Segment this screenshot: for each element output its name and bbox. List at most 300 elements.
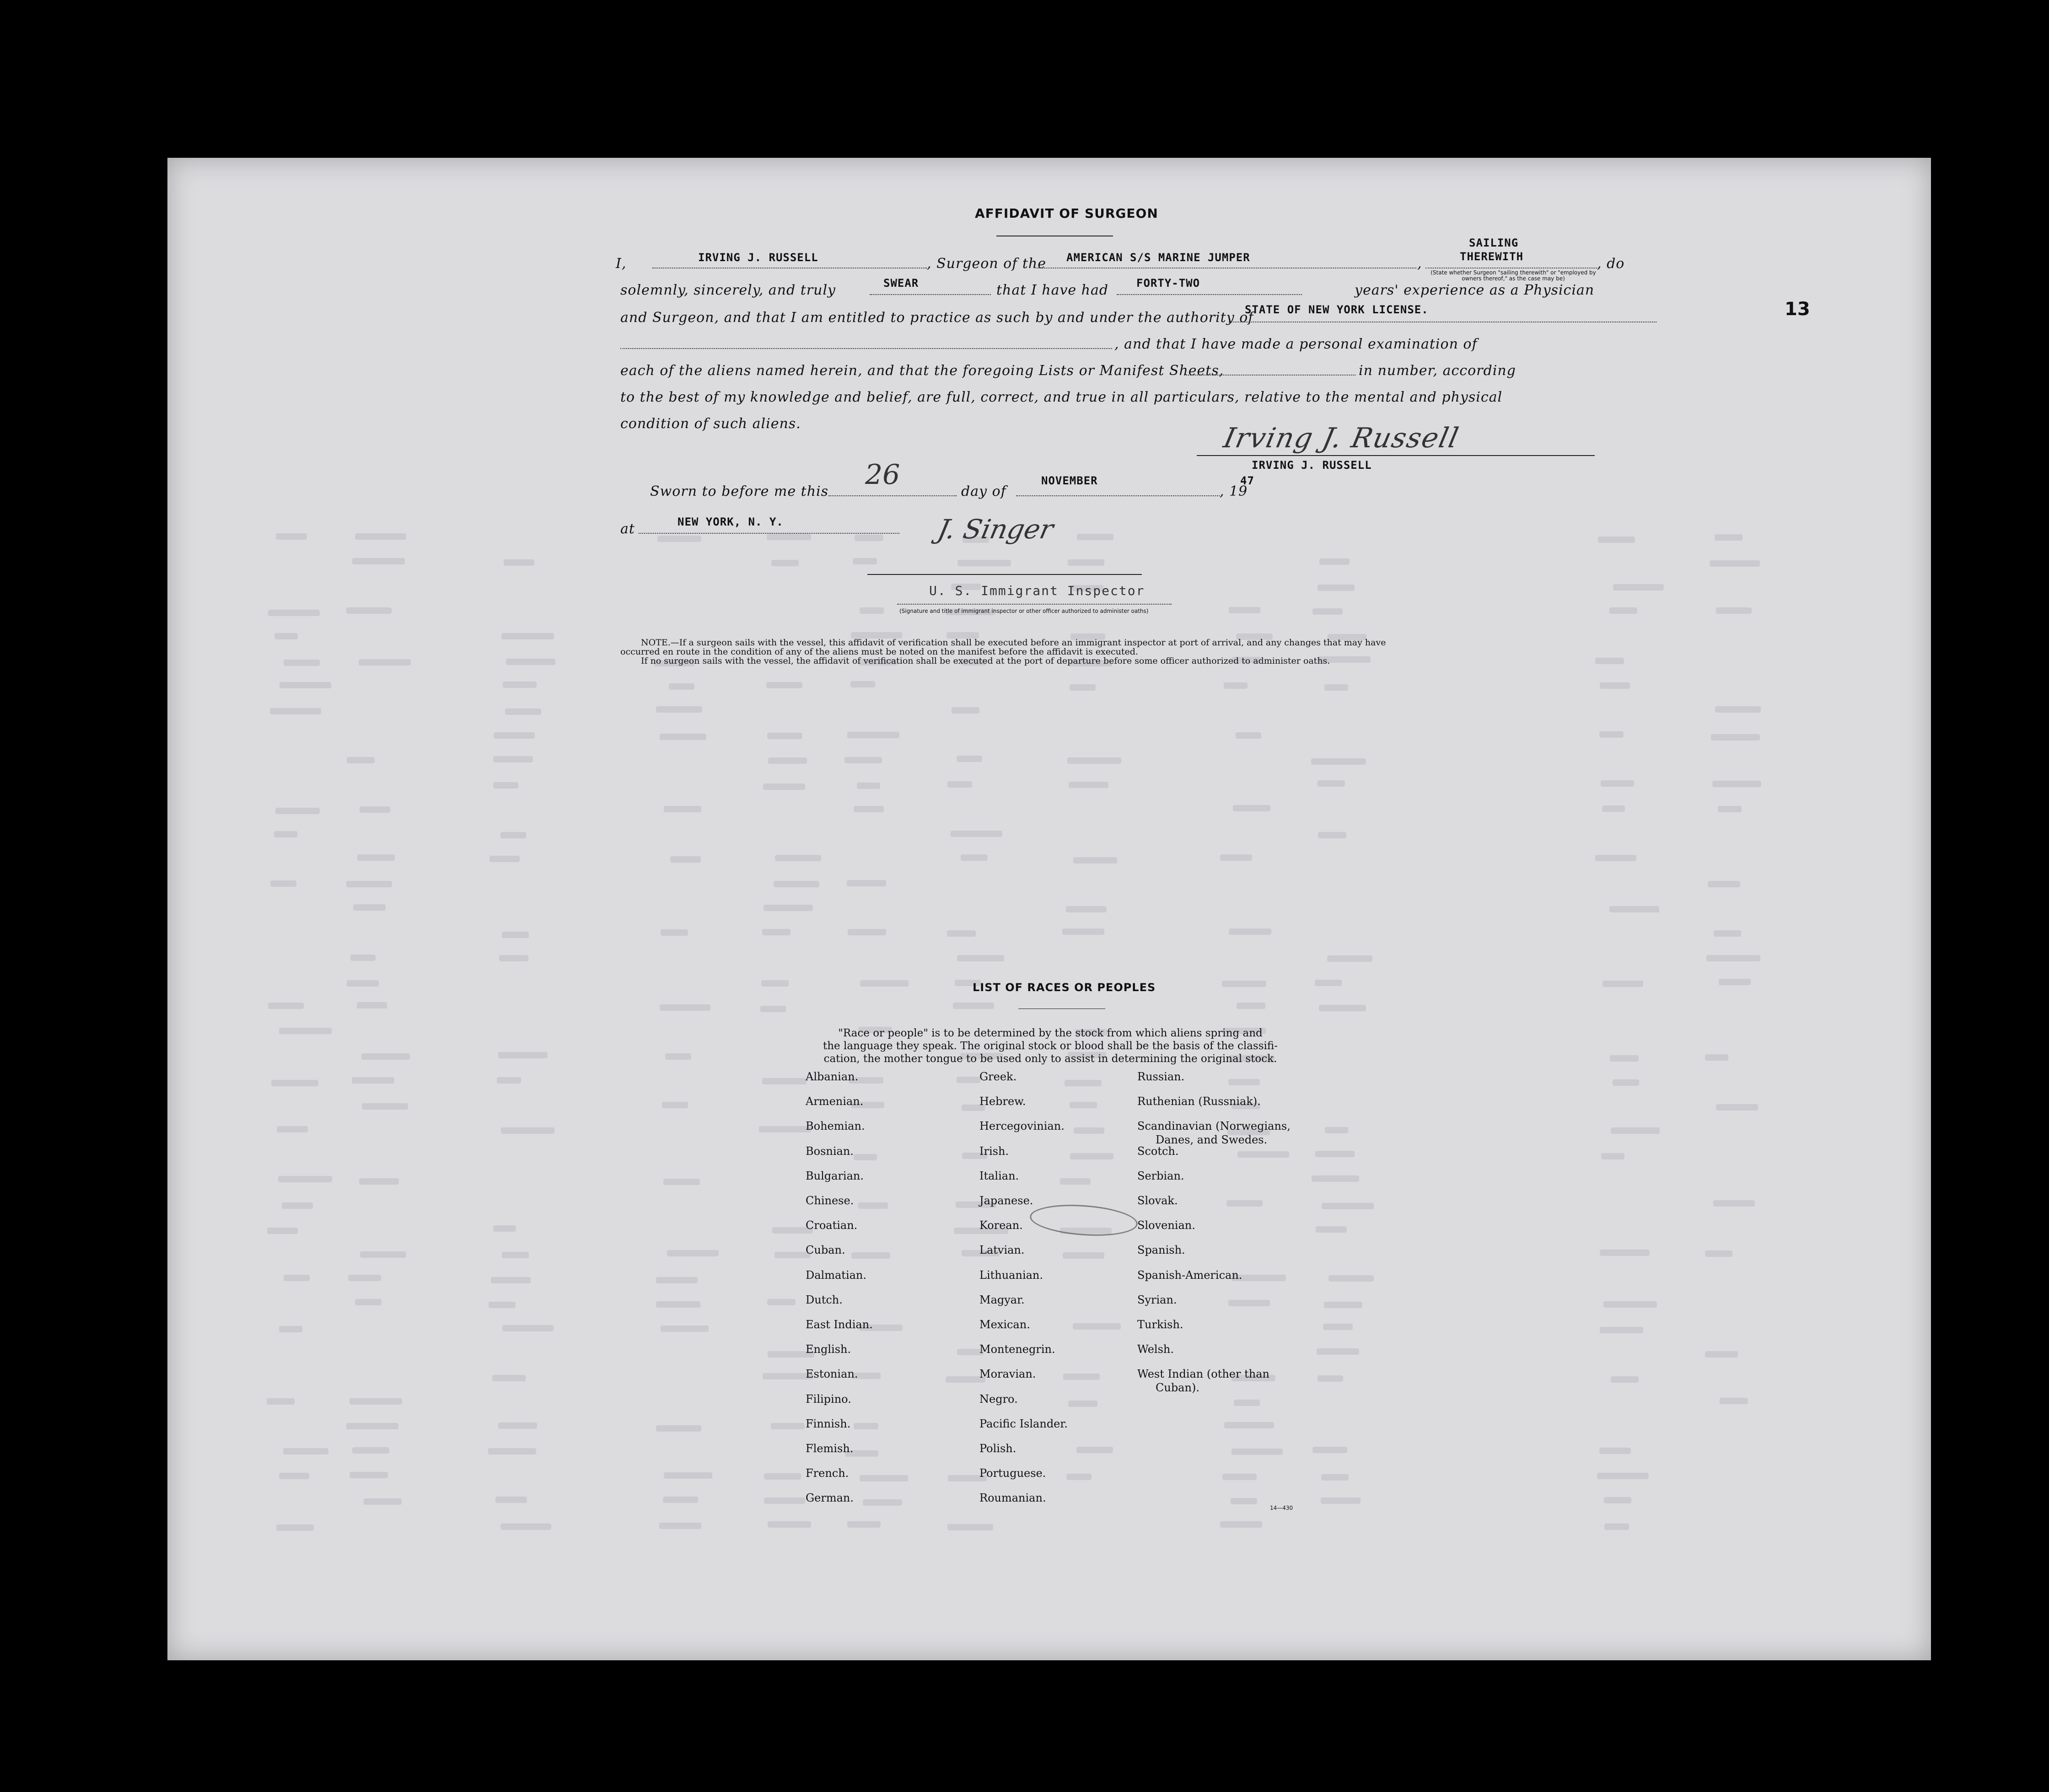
bleed-through-mark — [502, 932, 528, 938]
bleed-through-mark — [1603, 981, 1643, 987]
day-value: 26 — [865, 459, 900, 491]
bleed-through-mark — [505, 708, 541, 715]
bleed-through-mark — [1063, 1374, 1099, 1380]
bleed-through-mark — [352, 558, 405, 564]
bleed-through-mark — [279, 1326, 302, 1332]
bleed-through-mark — [1060, 1178, 1091, 1185]
bleed-through-mark — [1318, 832, 1346, 838]
bleed-through-mark — [1318, 1375, 1343, 1382]
bleed-through-mark — [355, 1299, 382, 1305]
bleed-through-mark — [854, 806, 884, 812]
race-entry: Lithuanian. — [979, 1268, 1043, 1282]
best-of-label: to the best of my knowledge and belief, are full, correct, and true in all particulars, relative to the mental and physical — [620, 389, 1503, 405]
bleed-through-mark — [1705, 1250, 1732, 1257]
race-entry: Spanish. — [1137, 1244, 1185, 1257]
bleed-through-mark — [1065, 1080, 1102, 1086]
surgeon-signature: Irving J. Russell — [1221, 422, 1462, 454]
race-entry: Bosnian. — [806, 1144, 854, 1158]
bleed-through-mark — [1233, 805, 1270, 811]
bleed-through-mark — [1073, 857, 1117, 864]
bleed-through-mark — [1232, 1449, 1283, 1455]
bleed-through-mark — [656, 1277, 698, 1283]
race-entry: Polish. — [979, 1442, 1016, 1455]
bleed-through-mark — [280, 682, 332, 688]
race-entry: Danes, and Swedes. — [1156, 1133, 1268, 1147]
race-entry: Scotch. — [1137, 1144, 1179, 1158]
sheets-count-field — [1184, 359, 1355, 376]
bleed-through-mark — [1708, 881, 1740, 887]
bleed-through-mark — [661, 929, 688, 936]
bleed-through-mark — [278, 1176, 333, 1182]
bleed-through-mark — [848, 929, 886, 935]
race-entry: West Indian (other than — [1137, 1368, 1269, 1381]
bleed-through-mark — [1595, 855, 1636, 861]
bleed-through-mark — [502, 1325, 554, 1331]
bleed-through-mark — [660, 734, 706, 740]
surgeon-typed-name: IRVING J. RUSSELL — [1252, 459, 1372, 472]
race-entry: Dutch. — [806, 1293, 843, 1306]
bleed-through-mark — [763, 783, 805, 790]
bleed-through-mark — [961, 854, 988, 861]
bleed-through-mark — [1067, 757, 1121, 764]
bleed-through-mark — [957, 955, 1004, 961]
day-of-label: day of — [961, 483, 1006, 499]
bleed-through-mark — [1601, 780, 1634, 787]
bleed-through-mark — [1220, 1521, 1262, 1528]
bleed-through-mark — [762, 1078, 807, 1084]
bleed-through-mark — [275, 808, 320, 814]
bleed-through-mark — [284, 660, 320, 666]
bleed-through-mark — [1237, 1003, 1265, 1009]
race-entry: English. — [806, 1343, 851, 1356]
bleed-through-mark — [503, 681, 537, 688]
solemnly-label: solemnly, sincerely, and truly — [620, 282, 836, 298]
bleed-through-mark — [847, 732, 900, 738]
race-entry: Bulgarian. — [806, 1169, 864, 1182]
bleed-through-mark — [764, 1473, 801, 1480]
race-entry: Cuban). — [1156, 1381, 1199, 1395]
bleed-through-mark — [767, 1299, 796, 1305]
page-number: 13 — [1785, 299, 1810, 320]
bleed-through-mark — [860, 980, 909, 987]
bleed-through-mark — [1222, 1474, 1257, 1480]
bleed-through-mark — [279, 1028, 332, 1034]
bleed-through-mark — [1719, 979, 1751, 985]
bleed-through-mark — [492, 1375, 525, 1381]
race-entry: Hebrew. — [979, 1095, 1026, 1108]
bleed-through-mark — [361, 1053, 410, 1060]
bleed-through-mark — [498, 1052, 548, 1058]
bleed-through-mark — [957, 1077, 980, 1083]
bleed-through-mark — [1599, 1448, 1630, 1454]
bleed-through-mark — [853, 558, 877, 564]
authority-label: and Surgeon, and that I am entitled to practice as such by and under the authority of — [620, 310, 1254, 326]
bleed-through-mark — [1318, 585, 1355, 591]
bleed-through-mark — [775, 855, 821, 861]
bleed-through-mark — [855, 535, 883, 541]
bleed-through-mark — [665, 1053, 691, 1060]
signature-rule — [1197, 455, 1595, 456]
race-entry: Italian. — [979, 1169, 1019, 1182]
bleed-through-mark — [506, 659, 555, 665]
bleed-through-mark — [353, 904, 386, 911]
bleed-through-mark — [656, 1301, 700, 1308]
note-line1: NOTE.—If a surgeon sails with the vessel, this affidavit of verification shall be executed before an immigrant inspector at port of arrival, and any changes that may have — [641, 638, 1386, 648]
surgeon-of-label: , Surgeon of the — [927, 256, 1046, 272]
bleed-through-mark — [858, 1202, 888, 1209]
bleed-through-mark — [501, 633, 554, 639]
race-entry: Magyar. — [979, 1293, 1025, 1306]
bleed-through-mark — [1062, 928, 1104, 935]
bleed-through-mark — [667, 1250, 719, 1256]
bleed-through-mark — [497, 1077, 521, 1084]
bleed-through-mark — [1070, 684, 1096, 691]
authority-continuation-field — [620, 333, 1112, 349]
bleed-through-mark — [657, 536, 701, 542]
bleed-through-mark — [1316, 1226, 1347, 1233]
note-line3: If no surgeon sails with the vessel, the affidavit of verification shall be executed at the port of departure before some officer authorized to administer oaths. — [641, 656, 1330, 666]
bleed-through-mark — [767, 733, 802, 739]
race-entry: Serbian. — [1137, 1169, 1184, 1182]
bleed-through-mark — [1234, 1400, 1260, 1406]
bleed-through-mark — [1229, 928, 1271, 935]
race-entry: Cuban. — [806, 1244, 845, 1257]
bleed-through-mark — [494, 732, 535, 739]
bleed-through-mark — [663, 1497, 698, 1503]
bleed-through-mark — [768, 1521, 811, 1528]
inspector-caption: (Signature and title of immigrant inspector or other officer authorized to administer oaths) — [899, 608, 1149, 614]
bleed-through-mark — [1322, 1203, 1373, 1209]
bleed-through-mark — [283, 1448, 328, 1454]
race-entry: Flemish. — [806, 1442, 854, 1455]
race-entry: Hercegovinian. — [979, 1120, 1065, 1133]
bleed-through-mark — [1229, 607, 1261, 613]
bleed-through-mark — [1066, 1474, 1092, 1480]
bleed-through-mark — [270, 880, 296, 887]
bleed-through-mark — [1609, 607, 1638, 614]
bleed-through-mark — [1613, 584, 1664, 590]
oath-value: SWEAR — [883, 277, 919, 290]
bleed-through-mark — [850, 681, 875, 687]
bleed-through-mark — [656, 706, 702, 713]
bleed-through-mark — [493, 1225, 516, 1232]
sworn-label: Sworn to before me this — [650, 483, 829, 499]
bleed-through-mark — [1318, 780, 1345, 787]
bleed-through-mark — [660, 1004, 710, 1011]
bleed-through-mark — [1220, 854, 1253, 861]
bleed-through-mark — [493, 756, 533, 762]
bleed-through-mark — [1610, 1055, 1638, 1062]
bleed-through-mark — [498, 1422, 537, 1429]
condition-label: condition of such aliens. — [620, 416, 801, 432]
bleed-through-mark — [851, 1252, 890, 1259]
bleed-through-mark — [1315, 1151, 1355, 1157]
race-entry: Finnish. — [806, 1417, 851, 1430]
bleed-through-mark — [1598, 537, 1635, 543]
bleed-through-mark — [767, 534, 811, 540]
bleed-through-mark — [357, 1002, 387, 1009]
bleed-through-mark — [1601, 1153, 1624, 1159]
bleed-through-mark — [860, 1475, 908, 1481]
bleed-through-mark — [1715, 534, 1742, 541]
bleed-through-mark — [1712, 781, 1761, 787]
do-label: , do — [1597, 256, 1625, 272]
bleed-through-mark — [952, 707, 979, 714]
bleed-through-mark — [1237, 1151, 1290, 1158]
bleed-through-mark — [771, 1423, 805, 1429]
bleed-through-mark — [670, 856, 701, 863]
race-entry: Korean. — [979, 1219, 1023, 1232]
bleed-through-mark — [347, 980, 379, 987]
bleed-through-mark — [1076, 1447, 1113, 1453]
bleed-through-mark — [500, 1524, 551, 1530]
bleed-through-mark — [1228, 1079, 1260, 1085]
bleed-through-mark — [669, 683, 694, 690]
bleed-through-mark — [347, 757, 375, 763]
race-entry: Spanish-American. — [1137, 1268, 1242, 1282]
in-number-label: in number, according — [1359, 363, 1516, 379]
bleed-through-mark — [357, 854, 394, 861]
bleed-through-mark — [1705, 1351, 1738, 1357]
race-entry: Roumanian. — [979, 1492, 1046, 1505]
race-entry: Turkish. — [1137, 1318, 1183, 1331]
each-of-label: each of the aliens named herein, and that the foregoing Lists or Manifest Sheets, — [620, 363, 1224, 379]
race-entry: Irish. — [979, 1144, 1009, 1158]
bleed-through-mark — [346, 881, 392, 887]
bleed-through-mark — [1706, 955, 1760, 961]
bleed-through-mark — [501, 1127, 554, 1134]
race-entry: Chinese. — [806, 1194, 854, 1207]
sailing-note: (State whether Surgeon "sailing therewith" or "employed by owners thereof," as the case may be) — [1431, 269, 1596, 282]
bleed-through-mark — [1597, 1473, 1649, 1479]
bleed-through-mark — [1319, 1005, 1366, 1011]
bleed-through-mark — [1600, 1250, 1650, 1256]
bleed-through-mark — [761, 980, 788, 987]
years-value: FORTY-TWO — [1136, 277, 1200, 290]
bleed-through-mark — [663, 1179, 700, 1185]
month-value: NOVEMBER — [1041, 474, 1098, 487]
bleed-through-mark — [1327, 955, 1372, 962]
races-title: LIST OF RACES OR PEOPLES — [973, 981, 1156, 994]
bleed-through-mark — [360, 806, 391, 813]
bleed-through-mark — [664, 1472, 712, 1479]
race-entry: Portuguese. — [979, 1467, 1046, 1480]
race-entry: Syrian. — [1137, 1293, 1177, 1306]
bleed-through-mark — [760, 1006, 786, 1012]
bleed-through-mark — [1611, 1376, 1639, 1383]
bleed-through-mark — [350, 1398, 402, 1405]
bleed-through-mark — [1315, 980, 1341, 986]
bleed-through-mark — [1228, 1300, 1269, 1306]
bleed-through-mark — [279, 1473, 309, 1479]
bleed-through-mark — [664, 806, 701, 812]
bleed-through-mark — [1714, 930, 1741, 937]
bleed-through-mark — [656, 1425, 701, 1432]
race-entry: Slovak. — [1137, 1194, 1178, 1207]
bleed-through-mark — [1599, 731, 1624, 738]
bleed-through-mark — [774, 1252, 810, 1258]
races-intro-1: "Race or people" is to be determined by the stock from which aliens spring and — [838, 1027, 1263, 1039]
race-entry: Filipino. — [806, 1392, 851, 1406]
inspector-rule-dotted — [897, 604, 1172, 605]
at-label: at — [620, 521, 635, 537]
bleed-through-mark — [1600, 1327, 1644, 1333]
bleed-through-mark — [762, 929, 791, 935]
race-entry: Dalmatian. — [806, 1268, 867, 1282]
bleed-through-mark — [1611, 1127, 1660, 1134]
bleed-through-mark — [1066, 906, 1107, 912]
bleed-through-mark — [1224, 1422, 1274, 1428]
bleed-through-mark — [268, 1003, 304, 1009]
bleed-through-mark — [661, 1325, 708, 1332]
races-intro-2: the language they speak. The original stock or blood shall be the basis of the classifi- — [823, 1040, 1278, 1052]
bleed-through-mark — [1063, 1252, 1105, 1259]
bleed-through-mark — [346, 607, 392, 614]
sailing-line2: THEREWITH — [1460, 250, 1524, 263]
bleed-through-mark — [1074, 1127, 1104, 1134]
authority-value: STATE OF NEW YORK LICENSE. — [1245, 303, 1429, 316]
race-entry: Armenian. — [806, 1095, 864, 1108]
bleed-through-mark — [863, 1499, 902, 1506]
year-prefix: , 19 — [1220, 483, 1248, 499]
bleed-through-mark — [659, 1523, 701, 1529]
bleed-through-mark — [1070, 1102, 1097, 1108]
inspector-rule — [867, 574, 1142, 575]
bleed-through-mark — [1602, 805, 1625, 812]
race-entry: East Indian. — [806, 1318, 873, 1331]
bleed-through-mark — [1613, 1079, 1639, 1086]
bleed-through-mark — [274, 831, 297, 837]
race-entry: Greek. — [979, 1070, 1017, 1083]
race-entry: Moravian. — [979, 1368, 1036, 1381]
race-entry: Japanese. — [979, 1194, 1033, 1207]
bleed-through-mark — [1324, 684, 1348, 691]
affidavit-title: AFFIDAVIT OF SURGEON — [975, 206, 1158, 221]
bleed-through-mark — [350, 955, 376, 961]
bleed-through-mark — [1073, 1323, 1121, 1330]
document-page — [167, 158, 1931, 1660]
bleed-through-mark — [500, 832, 526, 838]
pre-name: I, — [616, 256, 627, 272]
bleed-through-mark — [953, 1003, 995, 1009]
bleed-through-mark — [947, 930, 975, 937]
bleed-through-mark — [1068, 1400, 1097, 1407]
bleed-through-mark — [766, 682, 802, 688]
race-entry: Pacific Islander. — [979, 1417, 1068, 1430]
bleed-through-mark — [771, 560, 799, 566]
comma: , — [1417, 256, 1422, 272]
bleed-through-mark — [1705, 1054, 1729, 1061]
pencil-oval-mark — [1029, 1202, 1139, 1239]
bleed-through-mark — [1312, 608, 1343, 615]
race-entry: Ruthenian (Russniak). — [1137, 1095, 1261, 1108]
bleed-through-mark — [1077, 534, 1113, 540]
race-entry: Negro. — [979, 1392, 1018, 1406]
bleed-through-mark — [489, 856, 520, 862]
bleed-through-mark — [352, 1077, 394, 1084]
bleed-through-mark — [1604, 1524, 1629, 1530]
race-entry: Russian. — [1137, 1070, 1185, 1083]
experience-label: years' experience as a Physician — [1355, 282, 1595, 298]
bleed-through-mark — [491, 1277, 531, 1283]
bleed-through-mark — [267, 1228, 298, 1234]
bleed-through-mark — [1600, 682, 1630, 689]
bleed-through-mark — [355, 533, 406, 540]
bleed-through-mark — [947, 781, 972, 788]
inspector-title: U. S. Immigrant Inspector — [929, 583, 1145, 598]
race-entry: Mexican. — [979, 1318, 1030, 1331]
bleed-through-mark — [857, 783, 880, 789]
bleed-through-mark — [1328, 1275, 1374, 1282]
bleed-through-mark — [1716, 607, 1752, 614]
race-entry: Bohemian. — [806, 1120, 865, 1133]
bleed-through-mark — [1718, 806, 1742, 812]
personal-exam-label: , and that I have made a personal examination of — [1114, 336, 1478, 352]
bleed-through-mark — [359, 659, 411, 665]
bleed-through-mark — [1716, 1104, 1758, 1111]
bleed-through-mark — [764, 905, 813, 911]
bleed-through-mark — [860, 607, 884, 614]
bleed-through-mark — [1231, 1498, 1257, 1504]
bleed-through-mark — [267, 1398, 294, 1405]
bleed-through-mark — [1595, 658, 1624, 664]
race-entry: German. — [806, 1492, 854, 1505]
bleed-through-mark — [1311, 758, 1366, 765]
race-entry: Scandinavian (Norwegians, — [1137, 1120, 1291, 1133]
surgeon-name: IRVING J. RUSSELL — [698, 251, 818, 264]
bleed-through-mark — [364, 1498, 402, 1505]
bleed-through-mark — [488, 1448, 536, 1454]
bleed-through-mark — [1226, 1200, 1263, 1207]
bleed-through-mark — [1321, 1474, 1349, 1481]
bleed-through-mark — [1713, 1200, 1755, 1207]
bleed-through-mark — [352, 1447, 389, 1454]
bleed-through-mark — [1604, 1497, 1631, 1503]
bleed-through-mark — [1609, 906, 1659, 912]
have-had-label: that I have had — [996, 282, 1109, 298]
bleed-through-mark — [502, 1252, 529, 1258]
bleed-through-mark — [1312, 1175, 1359, 1182]
form-number: 14—430 — [1270, 1505, 1293, 1511]
bleed-through-mark — [277, 1126, 308, 1132]
bleed-through-mark — [1603, 1301, 1657, 1308]
bleed-through-mark — [495, 1497, 527, 1503]
bleed-through-mark — [1715, 706, 1761, 713]
bleed-through-mark — [284, 1275, 310, 1281]
bleed-through-mark — [1319, 558, 1350, 565]
inspector-signature: J. Singer — [935, 514, 1056, 545]
bleed-through-mark — [359, 1178, 399, 1185]
bleed-through-mark — [854, 1154, 877, 1160]
bleed-through-mark — [768, 757, 807, 764]
bleed-through-mark — [774, 881, 819, 887]
bleed-through-mark — [1710, 560, 1760, 567]
bleed-through-mark — [947, 1524, 993, 1530]
bleed-through-mark — [847, 1521, 881, 1528]
bleed-through-mark — [489, 1302, 516, 1308]
race-entry: Croatian. — [806, 1219, 858, 1232]
bleed-through-mark — [1323, 1324, 1353, 1330]
bleed-through-mark — [844, 757, 882, 763]
bleed-through-mark — [1222, 981, 1266, 987]
bleed-through-mark — [854, 1423, 879, 1429]
bleed-through-mark — [346, 1423, 398, 1429]
race-entry: Welsh. — [1137, 1343, 1174, 1356]
bleed-through-mark — [499, 955, 528, 961]
bleed-through-mark — [957, 756, 982, 762]
bleed-through-mark — [268, 610, 320, 616]
bleed-through-mark — [350, 1472, 388, 1478]
